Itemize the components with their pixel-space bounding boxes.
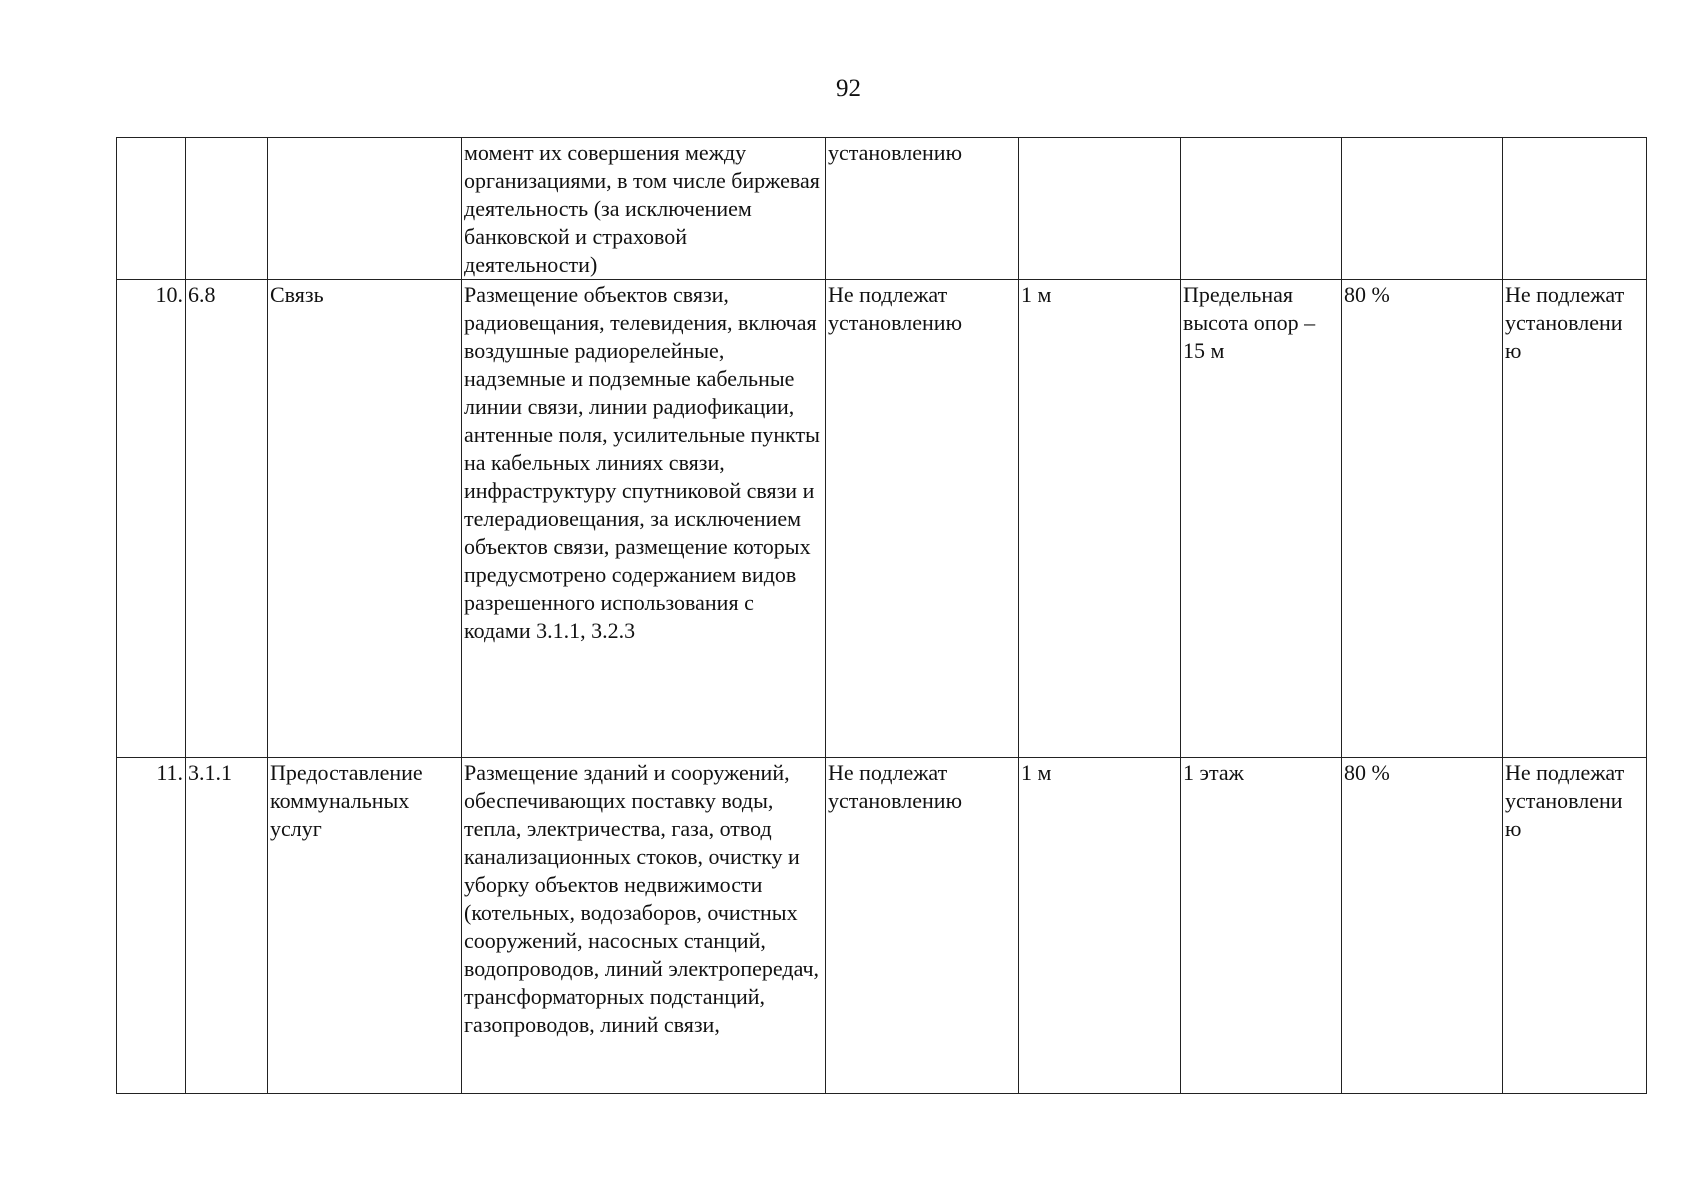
limit-cell: Не подлежат установлени ю xyxy=(1503,758,1647,1094)
description-cell: Размещение объектов связи, радиовещания, телевидения, включая воздушные радиорелейные, надземные и подземные кабельные линии связи, линии радиофикации, антенные поля, усилительные пункты на кабельных линиях связи, инфраструктуру спутниковой связи и телерадиовещания, за исключением объектов связи, размещение которых предусмотрено содержанием видов разрешенного использования с кодами 3.1.1, 3.2.3 xyxy=(462,280,826,758)
name-cell xyxy=(268,138,462,280)
table-row xyxy=(117,758,1647,1094)
zoning-table xyxy=(116,137,1647,1094)
height-cell: Предельная высота опор – 15 м xyxy=(1181,280,1342,758)
table-row xyxy=(117,138,1647,280)
row-number-cell: 10. xyxy=(117,280,186,758)
code-cell xyxy=(186,138,268,280)
setback-cell xyxy=(1019,138,1181,280)
area-cell: Не подлежат установлению xyxy=(826,280,1019,758)
name-cell: Предоставление коммунальных услуг xyxy=(268,758,462,1094)
coverage-cell: 80 % xyxy=(1342,758,1503,1094)
height-cell: 1 этаж xyxy=(1181,758,1342,1094)
coverage-cell xyxy=(1342,138,1503,280)
page-number: 92 xyxy=(836,75,861,102)
area-cell: Не подлежат установлению xyxy=(826,758,1019,1094)
name-cell: Связь xyxy=(268,280,462,758)
area-cell: установлению xyxy=(826,138,1019,280)
description-cell: момент их совершения между организациями, в том числе биржевая деятельность (за исключением банковской и страховой деятельности) xyxy=(462,138,826,280)
row-number-cell: 11. xyxy=(117,758,186,1094)
row-number-cell xyxy=(117,138,186,280)
description-cell: Размещение зданий и сооружений, обеспечивающих поставку воды, тепла, электричества, газа, отвод канализационных стоков, очистку и уборку объектов недвижимости (котельных, водозаборов, очистных сооружений, насосных станций, водопроводов, линий электропередач, трансформаторных подстанций, газопроводов, линий связи, xyxy=(462,758,826,1094)
setback-cell: 1 м xyxy=(1019,280,1181,758)
coverage-cell: 80 % xyxy=(1342,280,1503,758)
setback-cell: 1 м xyxy=(1019,758,1181,1094)
height-cell xyxy=(1181,138,1342,280)
code-cell: 6.8 xyxy=(186,280,268,758)
table-row xyxy=(117,280,1647,758)
limit-cell xyxy=(1503,138,1647,280)
code-cell: 3.1.1 xyxy=(186,758,268,1094)
limit-cell: Не подлежат установлени ю xyxy=(1503,280,1647,758)
